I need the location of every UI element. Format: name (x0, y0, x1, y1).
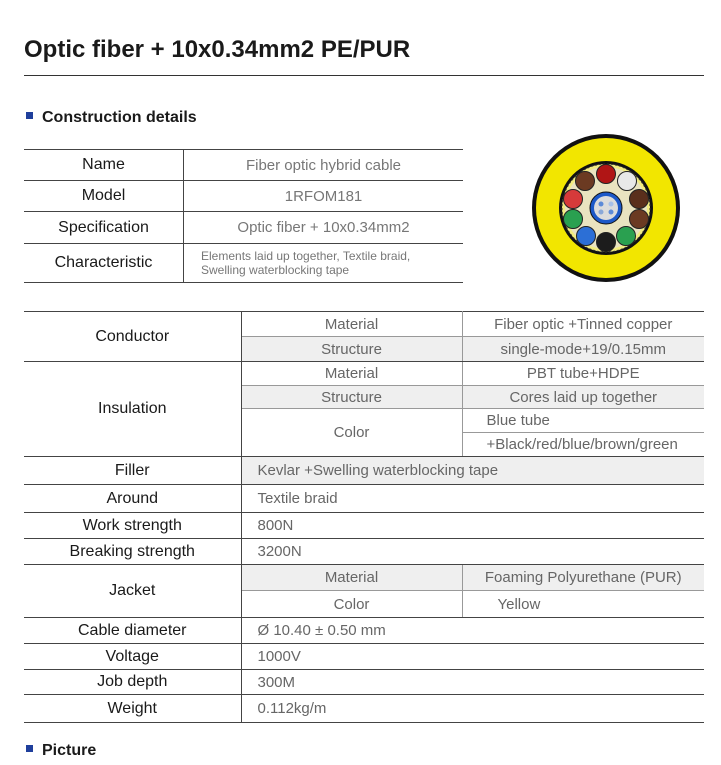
jacket-material-value: Foaming Polyurethane (PUR) (462, 565, 704, 591)
info-key-name: Name (24, 150, 184, 181)
jacket-color-label: Color (241, 591, 462, 618)
section-construction-label: Construction details (42, 109, 197, 126)
title-divider (24, 75, 704, 76)
spec-key-job-depth: Job depth (24, 670, 241, 695)
spec-row-filler (24, 457, 704, 485)
insulation-structure-value: Cores laid up together (462, 386, 704, 409)
info-row-characteristic (24, 244, 463, 283)
spec-row-work-strength (24, 513, 704, 539)
conductor-structure-label: Structure (241, 337, 462, 362)
info-table (24, 149, 463, 283)
insulation-color-label: Color (241, 409, 462, 457)
characteristic-line-1: Elements laid up together, Textile braid, (201, 249, 411, 263)
spec-key-work-strength: Work strength (24, 513, 241, 539)
spec-value-work-strength: 800N (241, 513, 704, 539)
info-value-characteristic (184, 244, 464, 283)
insulation-material-value: PBT tube+HDPE (462, 362, 704, 386)
spec-value-around: Textile braid (241, 485, 704, 513)
spec-row-cable-diameter (24, 618, 704, 644)
spec-key-weight: Weight (24, 695, 241, 723)
spec-value-cable-diameter: Ø 10.40 ± 0.50 mm (241, 618, 704, 644)
jacket-material-label: Material (241, 565, 462, 591)
spec-value-filler: Kevlar +Swelling waterblocking tape (241, 457, 704, 485)
spec-value-breaking-strength: 3200N (241, 539, 704, 565)
spec-key-voltage: Voltage (24, 644, 241, 670)
insulation-structure-label: Structure (241, 386, 462, 409)
spec-row-weight (24, 695, 704, 723)
insulation-material-label: Material (241, 362, 462, 386)
spec-key-conductor: Conductor (24, 312, 241, 362)
spec-row-insulation-material (24, 362, 704, 386)
cable-cross-section-image (531, 133, 681, 283)
info-value-specification: Optic fiber + 10x0.34mm2 (184, 212, 464, 244)
spec-key-around: Around (24, 485, 241, 513)
spec-row-conductor-material (24, 312, 704, 337)
conductor-material-value: Fiber optic +Tinned copper (462, 312, 704, 337)
info-row-model (24, 181, 463, 212)
spec-key-cable-diameter: Cable diameter (24, 618, 241, 644)
insulation-color-value-1: Blue tube (462, 409, 704, 433)
spec-value-voltage: 1000V (241, 644, 704, 670)
characteristic-line-2: Swelling waterblocking tape (201, 263, 350, 277)
bullet-square-icon (26, 112, 33, 119)
spec-row-breaking-strength (24, 539, 704, 565)
info-value-model: 1RFOM181 (184, 181, 464, 212)
info-key-characteristic: Characteristic (24, 244, 184, 283)
spec-key-breaking-strength: Breaking strength (24, 539, 241, 565)
info-row-name (24, 150, 463, 181)
spec-row-jacket-material (24, 565, 704, 591)
spec-key-insulation: Insulation (24, 362, 241, 457)
spec-key-filler: Filler (24, 457, 241, 485)
info-key-specification: Specification (24, 212, 184, 244)
bullet-square-icon (26, 745, 33, 752)
section-picture-heading (26, 742, 96, 760)
spec-row-around (24, 485, 704, 513)
insulation-color-value-2: +Black/red/blue/brown/green (462, 433, 704, 457)
spec-value-job-depth: 300M (241, 670, 704, 695)
conductor-structure-value: single-mode+19/0.15mm (462, 337, 704, 362)
spec-key-jacket: Jacket (24, 565, 241, 618)
info-key-model: Model (24, 181, 184, 212)
jacket-color-value: Yellow (462, 591, 704, 618)
section-construction-heading (26, 109, 197, 127)
spec-row-voltage (24, 644, 704, 670)
page-title: Optic fiber + 10x0.34mm2 PE/PUR (24, 36, 411, 63)
spec-table (24, 311, 704, 723)
section-picture-label: Picture (42, 742, 97, 759)
spec-row-job-depth (24, 670, 704, 695)
spec-value-weight: 0.112kg/m (241, 695, 704, 723)
info-row-specification (24, 212, 463, 244)
info-value-name: Fiber optic hybrid cable (184, 150, 464, 181)
conductor-material-label: Material (241, 312, 462, 337)
